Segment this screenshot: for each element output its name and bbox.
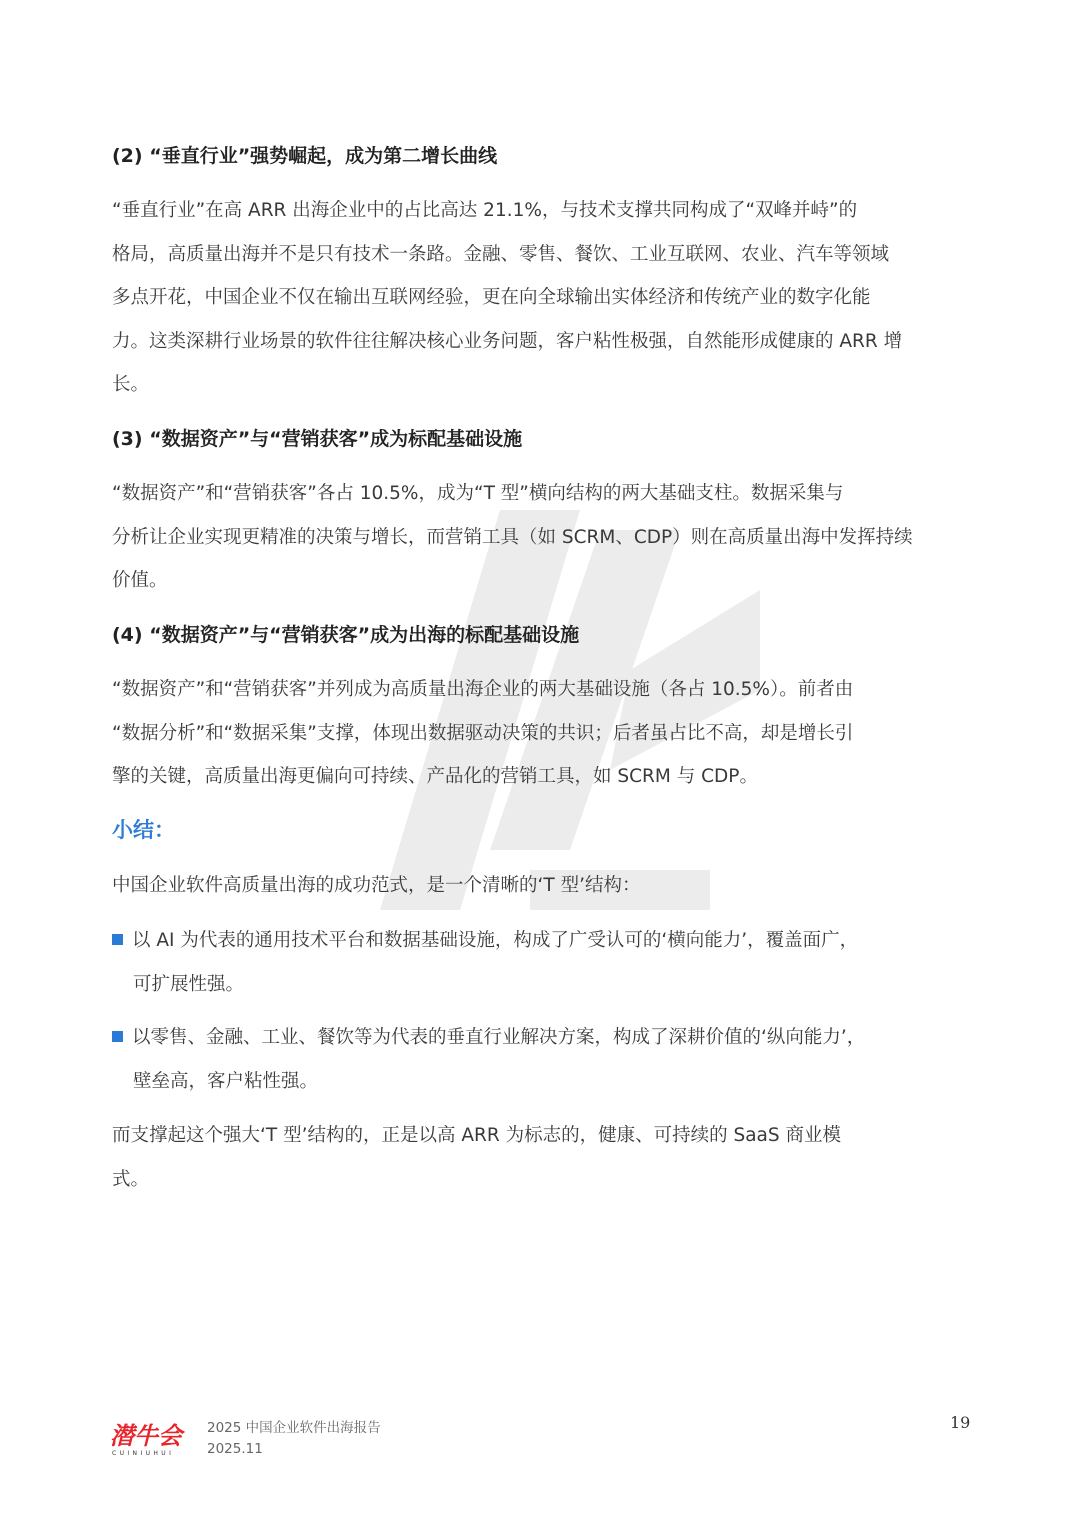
summary-title: 小结：	[112, 818, 175, 842]
paragraph-line: 长。	[112, 374, 150, 395]
square-bullet-icon	[112, 1031, 123, 1042]
paragraph-line: 式。	[112, 1168, 150, 1190]
logo-subtext: CUINIUHUI	[112, 1450, 175, 1457]
paragraph-line: “数据资产”和“营销获客”并列成为高质量出海企业的两大基础设施（各占 10.5%）。前者由	[112, 679, 854, 700]
section-3-paragraph	[112, 472, 972, 603]
bullet-text: 可扩展性强。	[133, 973, 245, 995]
section-4-heading: (4) “数据资产”与“营销获客”成为出海的标配基础设施	[112, 624, 580, 646]
paragraph-line: 擎的关键，高质量出海更偏向可持续、产品化的营销工具，如 SCRM 与 CDP。	[112, 766, 758, 787]
paragraph-line: 分析让企业实现更精准的决策与增长，而营销工具（如 SCRM、CDP）则在高质量出海中发挥持续	[112, 526, 913, 548]
paragraph-line: 多点开花，中国企业不仅在输出互联网经验，更在向全球输出实体经济和传统产业的数字化能	[112, 287, 871, 308]
summary-closing	[112, 1114, 972, 1201]
paragraph-line: 而支撑起这个强大‘T 型’结构的，正是以高 ARR 为标志的，健康、可持续的 SaaS 商业模	[112, 1125, 841, 1146]
logo-text: 潜牛会	[110, 1422, 182, 1450]
paragraph-line: 中国企业软件高质量出海的成功范式，是一个清晰的‘T 型’结构：	[112, 875, 641, 896]
paragraph-line: 价值。	[112, 570, 168, 591]
footer-date: 2025.11	[207, 1441, 263, 1457]
bullet-text: 以零售、金融、工业、餐饮等为代表的垂直行业解决方案，构成了深耕价值的‘纵向能力’，	[132, 1027, 866, 1048]
section-2-heading: (2) “垂直行业”强势崛起，成为第二增长曲线	[112, 145, 498, 167]
paragraph-line: “数据资产”和“营销获客”各占 10.5%，成为“T 型”横向结构的两大基础支柱。数据采集与	[112, 483, 844, 504]
page-number: 19	[950, 1413, 971, 1432]
summary-intro	[112, 864, 972, 908]
summary-bullet-horizontal	[112, 919, 972, 1006]
footer-report-title: 2025 中国企业软件出海报告	[207, 1420, 381, 1436]
paragraph-line: 格局，高质量出海并不是只有技术一条路。金融、零售、餐饮、工业互联网、农业、汽车等领域	[112, 243, 890, 265]
paragraph-line: “垂直行业”在高 ARR 出海企业中的占比高达 21.1%，与技术支撑共同构成了“双峰并峙”的	[112, 200, 858, 221]
paragraph-line: 力。这类深耕行业场景的软件往往解决核心业务问题，客户粘性极强，自然能形成健康的 ARR 增	[112, 330, 903, 352]
bullet-text: 壁垒高，客户粘性强。	[133, 1070, 319, 1092]
brand-logo	[110, 1418, 195, 1458]
section-4-paragraph	[112, 668, 972, 799]
square-bullet-icon	[112, 934, 123, 945]
bullet-text: 以 AI 为代表的通用技术平台和数据基础设施，构成了广受认可的‘横向能力’，覆盖面广，	[132, 930, 859, 951]
section-2-paragraph	[112, 189, 972, 407]
summary-bullet-vertical	[112, 1016, 972, 1103]
paragraph-line: “数据分析”和“数据采集”支撑，体现出数据驱动决策的共识；后者虽占比不高，却是增长引	[112, 722, 854, 744]
section-3-heading: (3) “数据资产”与“营销获客”成为标配基础设施	[112, 428, 523, 450]
